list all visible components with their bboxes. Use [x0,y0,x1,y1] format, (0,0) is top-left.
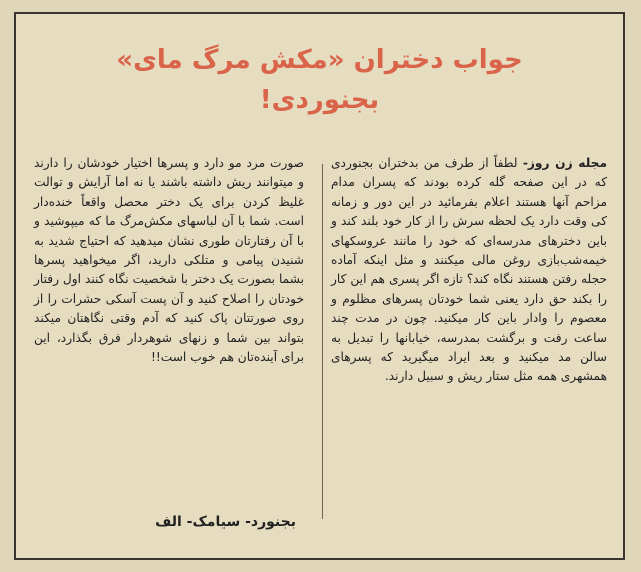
right-column [331,154,607,387]
right-column-text: لطفاً از طرف من بدختران بجنوردی که در این صفحه گله کرده بودند که پسران مدام مزاحم آنها هستند اعلام بفرمائید در این دور و زمانه کی وقت دارد یک لحظه سرش را از کار خود بلند کند و باین دخترهای مدرسه‌ای که خود را مانند عروسکهای خیمه‌شب‌بازی روغن مالی میکنند و مثل اینکه آماده حجله رفتن هستند نگاه کند؟ تازه اگر پسری هم این کار را بکند حق دارد یعنی شما خودتان پسرهای مظلوم و معصوم را وادار باین کار میکنید. چون در مدت چند ساعت رفت و برگشت بمدرسه، خیابانها را تبدیل به سالن مد میکنید و بعد ایراد میگیرید که پسرهای همشهری همه مثل ستار ریش و سبیل دارند. [331,156,607,384]
article-headline [36,40,603,120]
right-column-lead: مجله زن روز- [522,156,607,170]
article-signature: بجنورد- سیامک- الف [155,514,296,530]
headline-line-1: جواب دختران «مکش مرگ مای» [116,45,523,75]
column-divider [322,164,323,519]
headline-line-2: بجنوردی! [259,85,380,115]
left-column [34,154,304,367]
left-column-text: صورت مرد مو دارد و پسرها اختیار خودشان را دارند و میتوانند ریش داشته باشند یا نه اما آرایش و توالت غلیظ کردن برای یک دختر محصل واقعاً خنده‌دار است. شما با آن لباسهای مکش‌مرگ ما که میپوشید و با آن رفتارتان طوری نشان میدهید که احتیاج شدید به شنیدن پیامی و متلکی دارید، اگر میخواهید پسرها بشما بصورت یک دختر با شخصیت نگاه کنند اول رفتار خودتان را اصلاح کنید و آن پست آسکی حشرات را از روی صورتتان پاک کنید که آدم وقتی نگاهتان میکند بتواند بین شما و زنهای شوهردار فرق بگذارد، این برای آینده‌تان هم خوب است!! [34,156,304,365]
article-frame [14,12,625,560]
